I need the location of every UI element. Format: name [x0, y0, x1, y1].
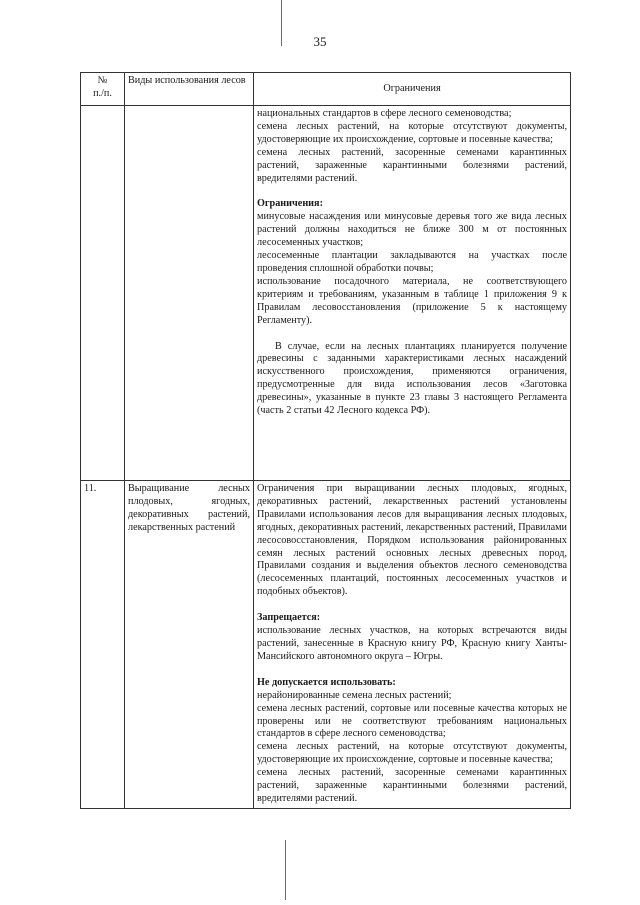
paragraph: лесосеменные плантации закладываются на участках после проведения сплошной обработки почвы;	[257, 250, 567, 274]
table-row	[81, 106, 571, 481]
header-num	[81, 73, 125, 106]
header-limits: Ограничения	[254, 73, 571, 106]
page-number: 35	[313, 34, 327, 49]
row-usage-cell	[125, 106, 254, 481]
paragraph: национальных стандартов в сфере лесного семеноводства;	[257, 108, 512, 119]
paragraph: семена лесных растений, на которые отсутствуют документы, удостоверяющие их происхождение, сортовые и посевные качества;	[257, 120, 567, 145]
paragraph: минусовые насаждения или минусовые деревья того же вида лесных растений должны находиться не ближе 300 м от постоянных лесосеменных участков;	[257, 211, 567, 249]
row-num-cell	[81, 106, 125, 481]
paragraph: Ограничения при выращивании лесных плодовых, ягодных, декоративных растений, лекарственных растений установлены Правилами использования лесов для выращивания лесных плодовых, ягодных, декоративных растений, лекарственных растений, Правилами лесосовосстановления, Порядком использования районированных семян лесных растений основных лесных древесных пород, Правилами создания и выделения объектов лесного семеноводства (лесосеменных плантаций, постоянных лесосеменных участков и подобных объектов).	[257, 483, 567, 598]
row-limits-cell	[254, 106, 571, 481]
row-limits-cell	[254, 481, 571, 809]
row-num-cell: 11.	[81, 481, 125, 809]
scan-artifact-line	[285, 840, 286, 900]
header-usage: Виды использования лесов	[125, 73, 254, 106]
paragraph: семена лесных растений, засоренные семенами карантинных растений, зараженные карантинными болезнями растений, вредителями растений.	[257, 146, 567, 184]
table-header-row	[81, 73, 571, 106]
paragraph: В случае, если на лесных плантациях планируется получение древесины с заданными характеристиками лесных насаждений искусственного происхождения, применяются ограничения, предусмотренные для вида использования лесов «Заготовка древесины», указанные в пункте 23 главы 3 настоящего Регламента (часть 2 статьи 42 Лесного кодекса РФ).	[257, 340, 567, 417]
table-row	[81, 481, 571, 809]
section-heading: Не допускается использовать:	[257, 676, 396, 688]
paragraph: использование посадочного материала, не соответствующего критериям и требованиям, указанным в таблице 1 приложения 9 к Правилам лесовосстановления (приложение 5 к настоящему Регламенту).	[257, 275, 567, 326]
row-usage-cell	[125, 481, 254, 809]
regulation-table	[80, 72, 571, 809]
header-num-label: № п./п.	[93, 75, 112, 99]
paragraph: нерайонированные семена лесных растений;	[257, 689, 452, 701]
paragraph: семена лесных растений, на которые отсутствуют документы, удостоверяющие их происхождение, сортовые и посевные качества;	[257, 741, 567, 766]
scan-artifact-line	[281, 0, 282, 46]
section-heading: Запрещается:	[257, 612, 321, 624]
paragraph: семена лесных растений, сортовые или посевные качества которых не проверены или не соответствуют требованиям национальных стандартов в сфере лесного семеноводства;	[257, 702, 567, 740]
paragraph: семена лесных растений, засоренные семенами карантинных растений, зараженные карантинными болезнями растений, вредителями растений.	[257, 767, 567, 804]
section-heading: Ограничения:	[257, 198, 323, 210]
usage-text: Выращивание лесных плодовых, ягодных, декоративных растений, лекарственных растений	[128, 483, 250, 533]
paragraph: использование лесных участков, на которых встречаются виды растений, занесенные в Красную книгу РФ, Красную книгу Ханты-Мансийского автономного округа – Югры.	[257, 625, 567, 662]
